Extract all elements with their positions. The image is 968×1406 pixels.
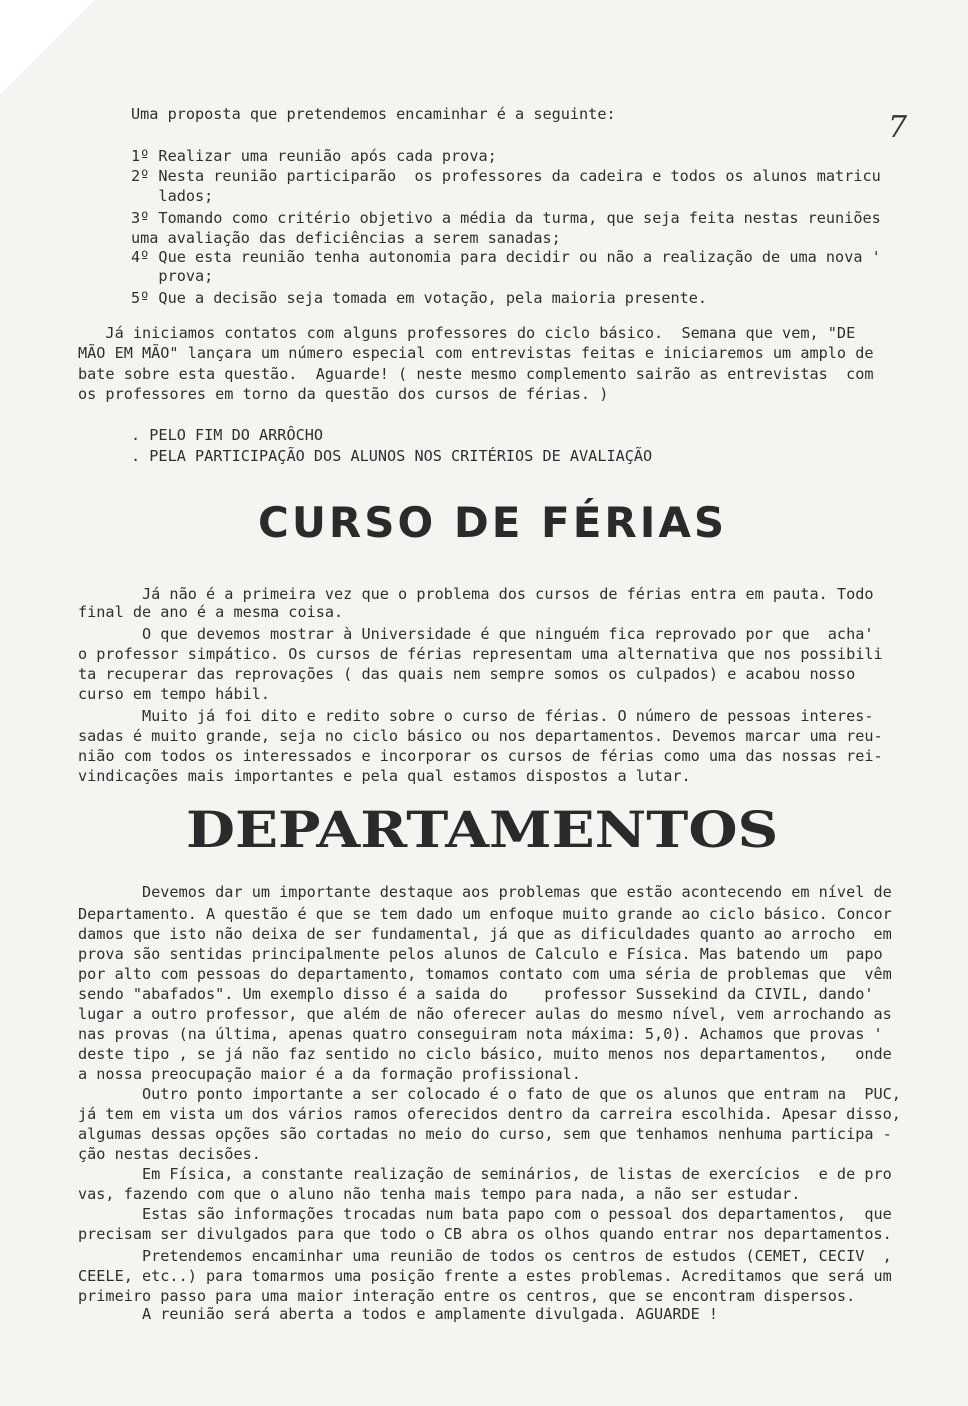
paragraph-line: a nossa preocupação maior é a da formação profissional. — [78, 1065, 581, 1083]
paragraph-line: vindicações mais importantes e pela qual estamos dispostos a lutar. — [78, 767, 691, 785]
proposal-line: uma avaliação das deficiências a serem sanadas; — [131, 229, 561, 247]
paragraph-line: algumas dessas opções são cortadas no meio do curso, sem que tenhamos nenhuma participa - — [78, 1125, 892, 1143]
paragraph-line: deste tipo , se já não faz sentido no ciclo básico, muito menos nos departamentos, onde — [78, 1045, 892, 1063]
paragraph-line: Estas são informações trocadas num bata papo com o pessoal dos departamentos, que — [78, 1205, 892, 1223]
slogan: . PELO FIM DO ARRÔCHO — [131, 426, 324, 444]
paragraph-line: já tem em vista um dos vários ramos oferecidos dentro da carreira escolhida. Apesar disso, — [78, 1105, 901, 1123]
proposal-line: 5º Que a decisão seja tomada em votação, pela maioria presente. — [131, 289, 708, 307]
folded-corner — [0, 0, 95, 95]
paragraph-line: o professor simpático. Os cursos de férias representam uma alternativa que nos possibili — [78, 645, 883, 663]
paragraph-line: Departamento. A questão é que se tem dado um enfoque muito grande ao ciclo básico. Concor — [78, 905, 892, 923]
paragraph-line: lugar a outro professor, que além de não oferecer aulas do mesmo nível, vem arrochando as — [78, 1005, 892, 1023]
paragraph-line: A reunião será aberta a todos e amplamente divulgada. AGUARDE ! — [78, 1305, 719, 1323]
intro-text: Uma proposta que pretendemos encaminhar é a seguinte: — [131, 105, 616, 123]
section-title-departamentos: DEPARTAMENTOS — [186, 800, 779, 859]
paragraph-line: CEELE, etc..) para tomarmos uma posição frente a estes problemas. Acreditamos que será um — [78, 1267, 892, 1285]
paragraph-line: Pretendemos encaminhar uma reunião de todos os centros de estudos (CEMET, CECIV , — [78, 1247, 892, 1265]
paragraph-line: os professores em torno da questão dos cursos de férias. ) — [78, 385, 609, 403]
paragraph-line: precisam ser divulgados para que todo o CB abra os olhos quando entrar nos departamentos. — [78, 1225, 892, 1243]
proposal-line: 3º Tomando como critério objetivo a média da turma, que seja feita nestas reuniões — [131, 209, 881, 227]
slogan: . PELA PARTICIPAÇÃO DOS ALUNOS NOS CRITÉRIOS DE AVALIAÇÃO — [131, 447, 653, 465]
paragraph-line: O que devemos mostrar à Universidade é que ninguém fica reprovado por que acha' — [78, 625, 874, 643]
paragraph-line: sadas é muito grande, seja no ciclo básico ou nos departamentos. Devemos marcar uma reu- — [78, 727, 883, 745]
paragraph-line: Em Física, a constante realização de seminários, de listas de exercícios e de pro — [78, 1165, 892, 1183]
paragraph-line: vas, fazendo com que o aluno não tenha mais tempo para nada, a não ser estudar. — [78, 1185, 801, 1203]
paragraph-line: prova são sentidas principalmente pelos alunos de Calculo e Física. Mas batendo um papo — [78, 945, 883, 963]
paragraph-line: final de ano é a mesma coisa. — [78, 603, 344, 621]
paragraph-line: MÃO EM MÃO" lançara um número especial com entrevistas feitas e iniciaremos um amplo de — [78, 344, 874, 362]
proposal-line: 4º Que esta reunião tenha autonomia para decidir ou não a realização de uma nova ' — [131, 248, 881, 266]
page-number: 7 — [888, 110, 908, 145]
paragraph-line: nião com todos os interessados e incorporar os cursos de férias como uma das nossas rei- — [78, 747, 883, 765]
proposal-line: lados; — [131, 187, 214, 205]
paragraph-line: Devemos dar um importante destaque aos problemas que estão acontecendo em nível de — [78, 883, 892, 901]
paragraph-line: sendo "abafados". Um exemplo disso é a saida do professor Sussekind da CIVIL, dando' — [78, 985, 874, 1003]
proposal-line: 1º Realizar uma reunião após cada prova; — [131, 147, 497, 165]
paragraph-line: Já iniciamos contatos com alguns professores do ciclo básico. Semana que vem, "DE — [78, 324, 856, 342]
paragraph-line: nas provas (na última, apenas quatro conseguiram nota máxima: 5,0). Achamos que provas ' — [78, 1025, 883, 1043]
paragraph-line: Muito já foi dito e redito sobre o curso de férias. O número de pessoas interes- — [78, 707, 874, 725]
paragraph-line: Outro ponto importante a ser colocado é o fato de que os alunos que entram na PUC, — [78, 1085, 901, 1103]
paragraph-line: por alto com pessoas do departamento, tomamos contato com uma séria de problemas que vêm — [78, 965, 892, 983]
paragraph-line: primeiro passo para uma maior interação entre os centros, que se encontram dispersos. — [78, 1287, 856, 1305]
paragraph-line: damos que isto não deixa de ser fundamental, já que as dificuldades quanto ao arrocho em — [78, 925, 892, 943]
proposal-line: 2º Nesta reunião participarão os professores da cadeira e todos os alunos matricu — [131, 167, 881, 185]
paragraph-line: curso em tempo hábil. — [78, 685, 271, 703]
proposal-line: prova; — [131, 267, 214, 285]
paragraph-line: ta recuperar das reprovações ( das quais nem sempre somos os culpados) e acabou nosso — [78, 665, 856, 683]
paragraph-line: ção nestas decisões. — [78, 1145, 261, 1163]
section-title-curso-de-ferias: CURSO DE FÉRIAS — [258, 498, 728, 547]
paragraph-line: bate sobre esta questão. Aguarde! ( neste mesmo complemento sairão as entrevistas com — [78, 365, 874, 383]
paragraph-line: Já não é a primeira vez que o problema dos cursos de férias entra em pauta. Todo — [78, 585, 874, 603]
